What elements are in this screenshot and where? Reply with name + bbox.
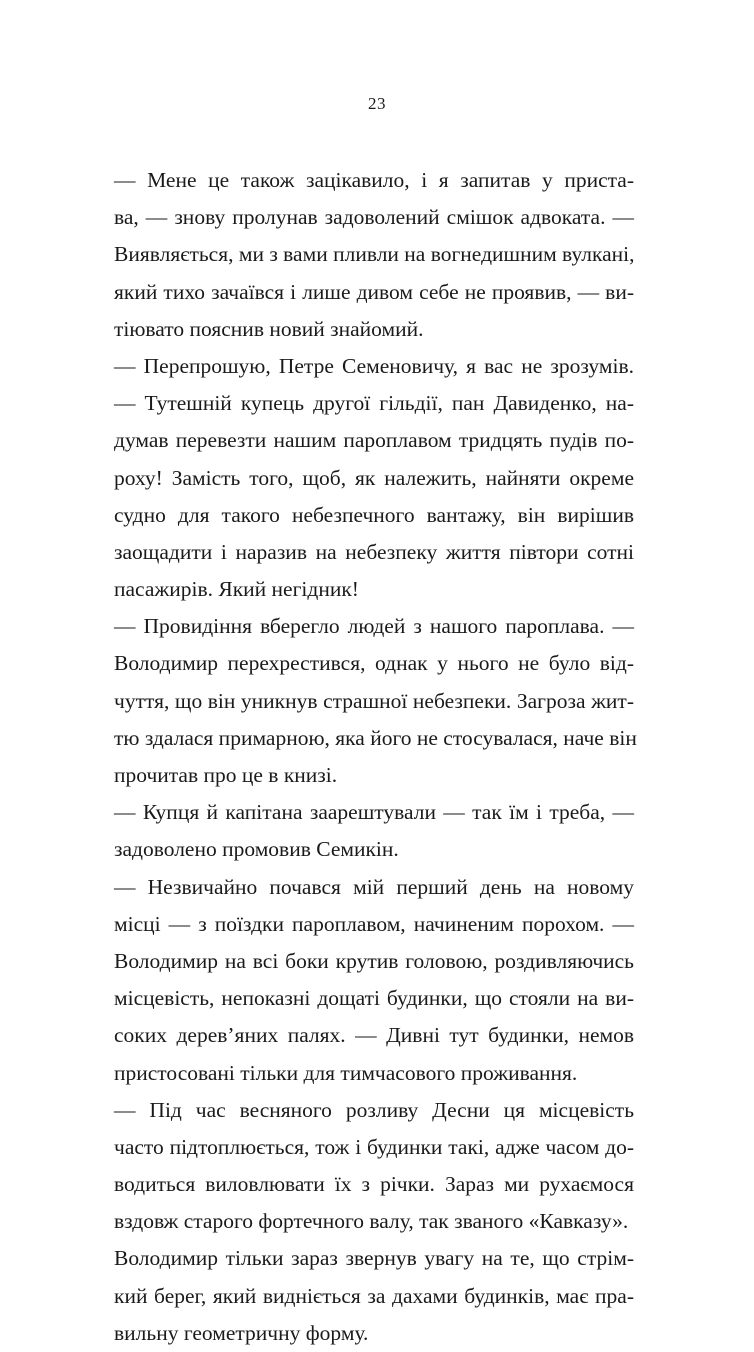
text-line: — Мене це також зацікавило, і я запитав у приста- [114,168,634,192]
text-line: водиться виловлювати їх з річки. Зараз ми рухаємося [114,1172,634,1197]
text-line: — Тутешній купець другої гільдії, пан Давиденко, на- [114,391,634,416]
text-line: пристосовані тільки для тимчасового проживання. [114,1060,578,1085]
text-line: соких дерев’яних палях. — Дивні тут будинки, немов [114,1023,634,1048]
text-line: Володимир перехрестився, однак у нього не було від- [114,651,634,676]
page-number: 23 [368,94,386,113]
text-line: задоволено промовив Семикін. [114,837,399,862]
text-line: вздовж старого фортечного валу, так званого «Кавказу». [114,1209,629,1234]
text-line: роху! Замість того, щоб, як належить, найняти окреме [114,465,634,490]
text-line: — Під час весняного розливу Десни ця місцевість [114,1097,634,1122]
text-line: прочитав про це в книзі. [114,763,338,787]
text-line: — Провидіння вберегло людей з нашого пароплава. — [114,614,634,639]
text-line: — Перепрошую, Петре Семеновичу, я вас не зрозумів. [114,353,634,378]
text-line: судно для такого небезпечного вантажу, він вирішив [114,502,634,527]
text-line: який тихо зачаївся і лише дивом себе не проявив, — ви- [114,279,634,304]
text-line: кий берег, який видніється за дахами будинків, має пра- [114,1283,634,1308]
text-line: Володимир тільки зараз звернув увагу на те, що стрім- [114,1246,634,1271]
text-line: Виявляється, ми з вами пливли на вогнедишним вулкані, [114,242,635,267]
text-line: Володимир на всі боки крутив головою, роздивляючись [114,948,634,973]
text-line: місцевість, непоказні дощаті будинки, що стояли на ви- [114,986,634,1011]
text-line: ва, — знову пролунав задоволений смішок адвоката. — [114,205,634,230]
body-text [114,162,637,1352]
text-line: — Незвичайно почався мій перший день на новому [114,874,634,899]
text-line: заощадити і наразив на небезпеку життя півтори сотні [114,539,634,564]
text-line: місці — з поїздки пароплавом, начиненим порохом. — [114,911,634,936]
text-line: чуття, що він уникнув страшної небезпеки. Загроза жит- [114,688,634,713]
text-line: тю здалася примарною, яка його не стосувалася, наче він [114,725,637,750]
text-line: — Купця й капітана заарештували — так їм і треба, — [114,800,634,825]
text-line: думав перевезти нашим пароплавом тридцять пудів по- [114,428,634,453]
text-line: пасажирів. Який негідник! [114,577,359,602]
text-line: часто підтоплюється, тож і будинки такі, адже часом до- [114,1134,634,1159]
text-line: тіювато пояснив новий знайомий. [114,316,424,341]
text-line: вильну геометричну форму. [114,1320,369,1345]
